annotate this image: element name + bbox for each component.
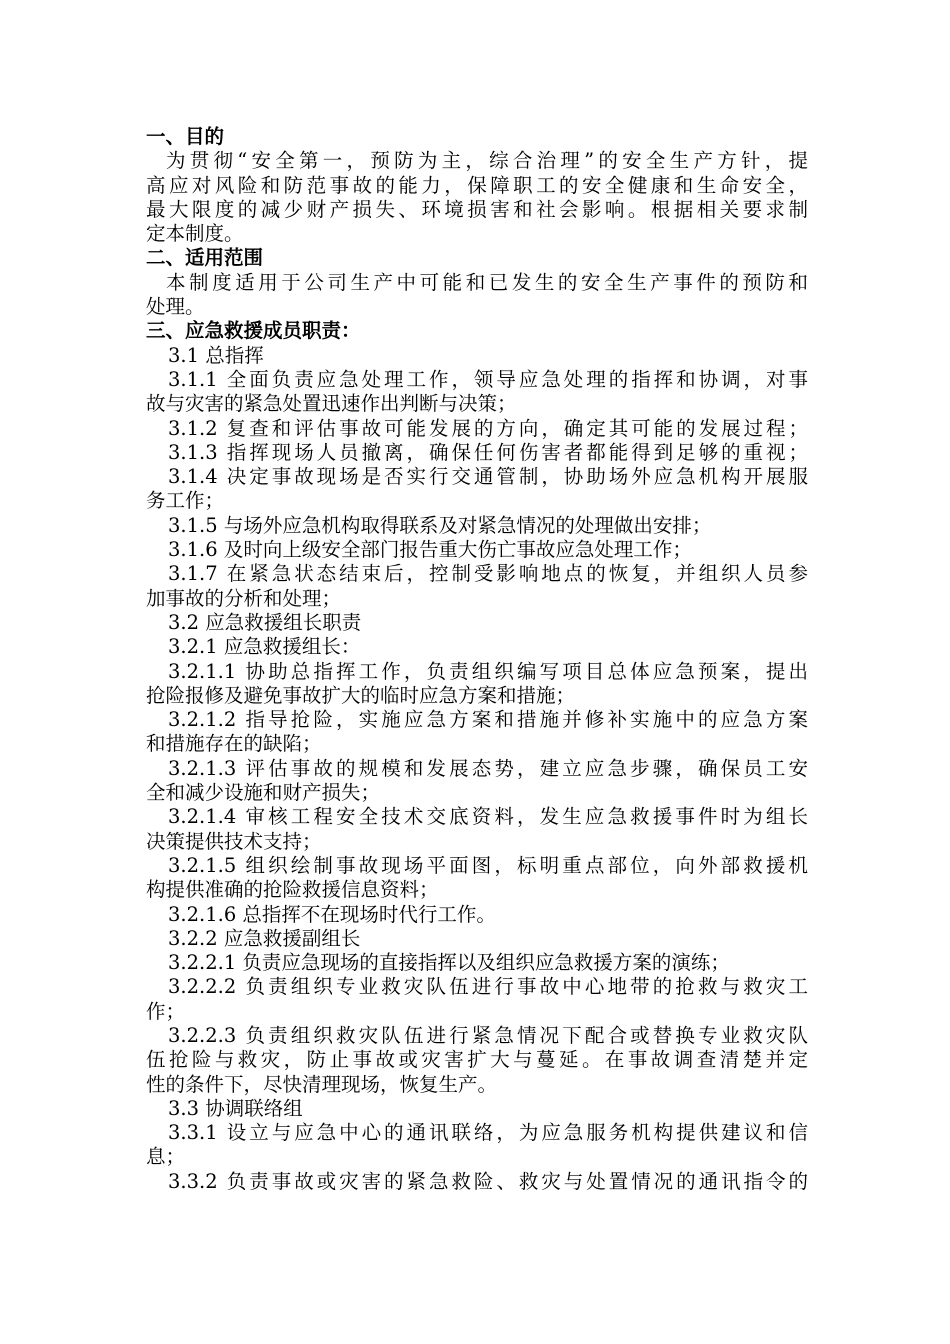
text-line: 3.3.2 负责事故或灾害的紧急救险、救灾与处置情况的通讯指令的 — [168, 1169, 808, 1193]
text-line: 3.1 总指挥 — [168, 343, 264, 367]
text-line: 3.1.1 全面负责应急处理工作，领导应急处理的指挥和协调，对事 — [168, 367, 808, 391]
text-line: 3.1.3 指挥现场人员撤离，确保任何伤害者都能得到足够的重视； — [168, 440, 808, 464]
text-line: 3.2.2.3 负责组织救灾队伍进行紧急情况下配合或替换专业救灾队 — [168, 1023, 808, 1047]
text-line: 息； — [146, 1145, 186, 1169]
text-line: 务工作； — [146, 489, 225, 513]
text-line: 决策提供技术支持； — [146, 829, 322, 853]
text-line: 3.2.1 应急救援组长： — [168, 635, 361, 659]
text-line: 3.2.1.2 指导抢险，实施应急方案和措施并修补实施中的应急方案 — [168, 708, 808, 732]
text-line: 性的条件下，尽快清理现场，恢复生产。 — [146, 1072, 498, 1096]
text-line: 和措施存在的缺陷； — [146, 732, 322, 756]
section-heading: 一、目的 — [146, 125, 225, 148]
text-line: 构提供准确的抢险救援信息资料； — [146, 878, 439, 902]
text-line: 3.1.2 复查和评估事故可能发展的方向，确定其可能的发展过程； — [168, 416, 808, 440]
text-line: 为贯彻“安全第一，预防为主，综合治理”的安全生产方针，提 — [166, 149, 808, 173]
section-heading: 三、应急救援成员职责： — [146, 319, 361, 343]
text-line: 伍抢险与救灾，防止事故或灾害扩大与蔓延。在事故调查清楚并定 — [146, 1048, 808, 1072]
text-line: 3.2.1.6 总指挥不在现场时代行工作。 — [168, 902, 496, 926]
text-line: 加事故的分析和处理； — [146, 586, 342, 610]
text-line: 3.2.1.4 审核工程安全技术交底资料，发生应急救援事件时为组长 — [168, 805, 808, 829]
text-line: 3.3.1 设立与应急中心的通讯联络，为应急服务机构提供建议和信 — [168, 1121, 808, 1145]
text-line: 3.2.2 应急救援副组长 — [168, 926, 361, 950]
text-line: 3.2.1.1 协助总指挥工作，负责组织编写项目总体应急预案，提出 — [168, 659, 808, 683]
text-line: 高应对风险和防范事故的能力，保障职工的安全健康和生命安全， — [146, 173, 808, 197]
text-line: 3.1.4 决定事故现场是否实行交通管制，协助场外应急机构开展服 — [168, 465, 808, 489]
text-line: 本制度适用于公司生产中可能和已发生的安全生产事件的预防和 — [166, 270, 808, 294]
section-heading: 二、适用范围 — [146, 246, 264, 270]
text-line: 抢险报修及避免事故扩大的临时应急方案和措施； — [146, 683, 576, 707]
text-line: 3.2.1.5 组织绘制事故现场平面图，标明重点部位，向外部救援机 — [168, 853, 808, 877]
text-line: 3.2 应急救援组长职责 — [168, 610, 362, 634]
document-page — [146, 125, 808, 1194]
text-line: 作； — [146, 999, 186, 1023]
text-line: 3.1.7 在紧急状态结束后，控制受影响地点的恢复，并组织人员参 — [168, 562, 808, 586]
text-line: 处理。 — [146, 295, 205, 319]
text-line: 全和减少设施和财产损失； — [146, 781, 381, 805]
text-line: 最大限度的减少财产损失、环境损害和社会影响。根据相关要求制 — [146, 197, 808, 221]
text-line: 3.1.6 及时向上级安全部门报告重大伤亡事故应急处理工作； — [168, 538, 692, 562]
text-line: 3.3 协调联络组 — [168, 1096, 303, 1120]
text-line: 3.1.5 与场外应急机构取得联系及对紧急情况的处理做出安排； — [168, 513, 712, 537]
text-line: 3.2.1.3 评估事故的规模和发展态势，建立应急步骤，确保员工安 — [168, 756, 808, 780]
text-line: 定本制度。 — [146, 222, 244, 246]
text-line: 故与灾害的紧急处置迅速作出判断与决策； — [146, 392, 517, 416]
text-line: 3.2.2.1 负责应急现场的直接指挥以及组织应急救援方案的演练； — [168, 951, 730, 975]
text-line: 3.2.2.2 负责组织专业救灾队伍进行事故中心地带的抢救与救灾工 — [168, 975, 808, 999]
